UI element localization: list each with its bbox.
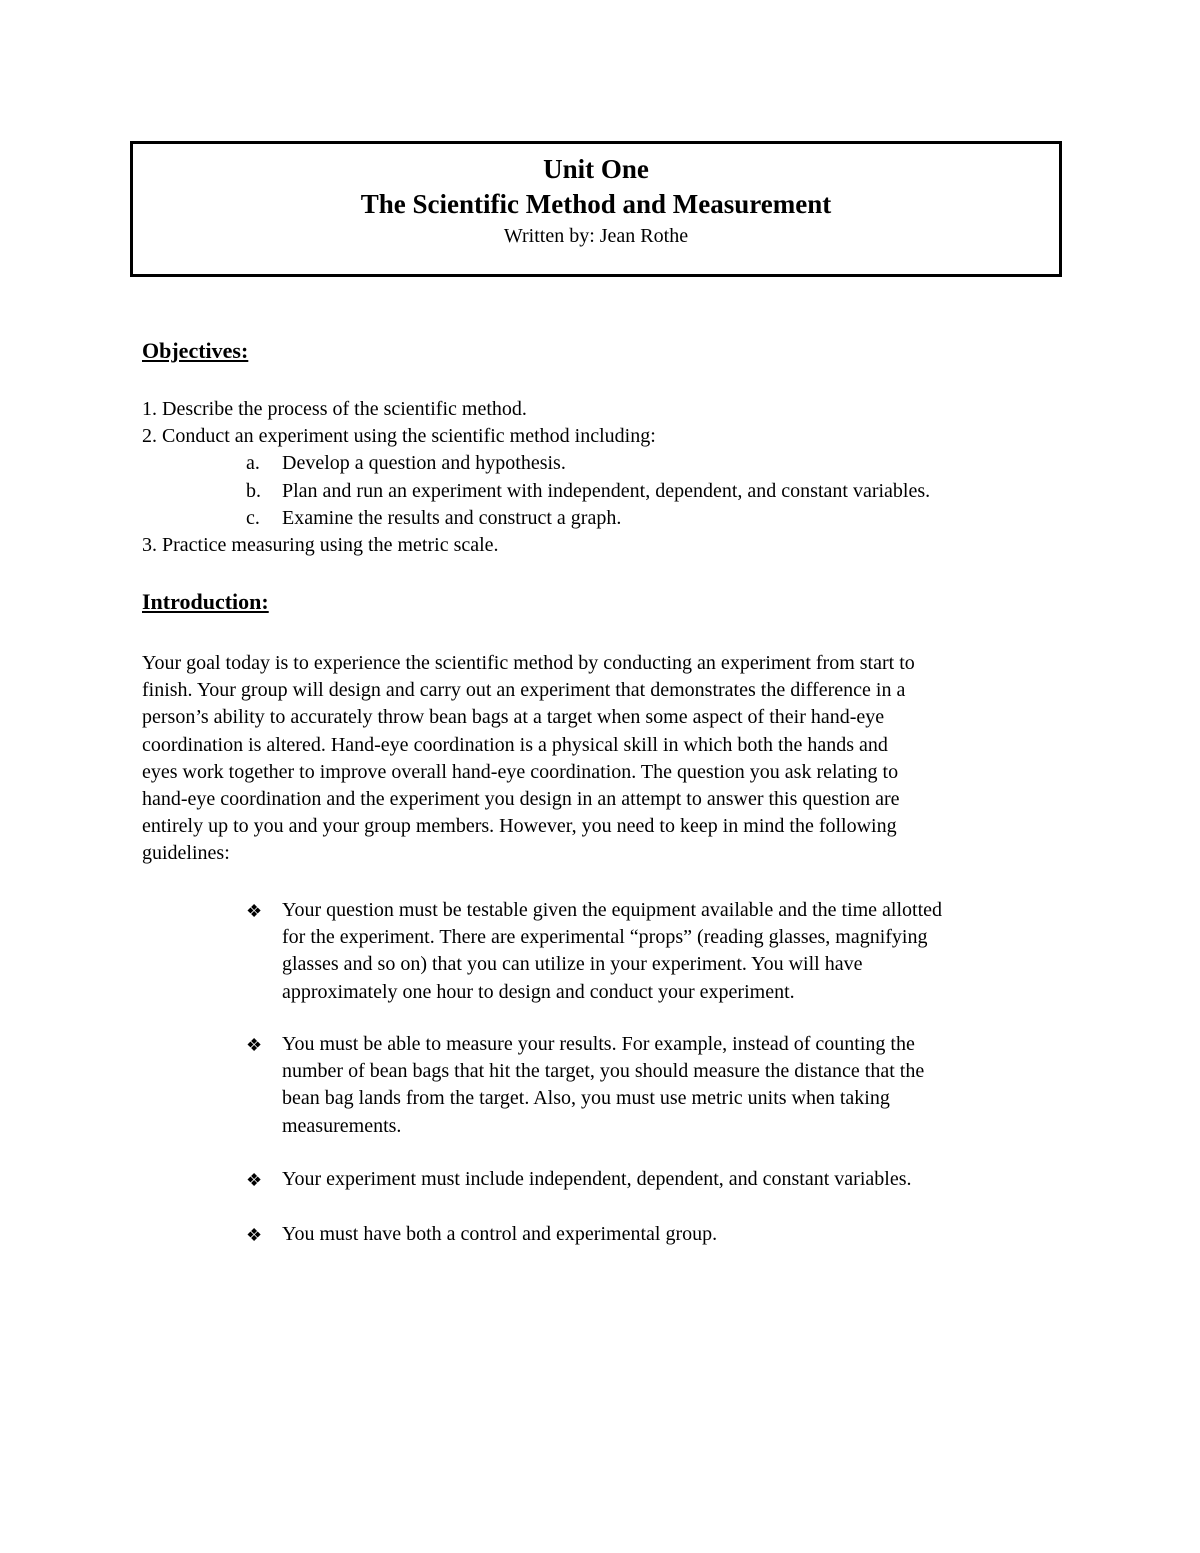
diamond-bullet-icon: ❖ [246, 1035, 263, 1055]
guideline-item-1 [282, 897, 942, 1006]
guideline-line: measurements. [282, 1114, 402, 1137]
intro-line: entirely up to you and your group members. However, you need to keep in mind the following [142, 815, 897, 838]
guideline-line: You must be able to measure your results. For example, instead of counting the [282, 1033, 915, 1055]
objective-item-1: 1. Describe the process of the scientific method. [142, 398, 527, 420]
sub-item-letter-a: a. [246, 452, 260, 474]
sub-item-text-c: Examine the results and construct a graph. [282, 507, 622, 529]
intro-line: person’s ability to accurately throw bean bags at a target when some aspect of their hand-eye [142, 706, 885, 729]
diamond-bullet-icon: ❖ [246, 901, 263, 921]
intro-line: coordination is altered. Hand-eye coordination is a physical skill in which both the hands and [142, 733, 888, 756]
guideline-line: bean bag lands from the target. Also, you must use metric units when taking [282, 1087, 890, 1110]
introduction-heading: Introduction: [142, 589, 269, 614]
guideline-line: glasses and so on) that you can utilize in your experiment. You will have [282, 953, 863, 976]
sub-item-text-b: Plan and run an experiment with independent, dependent, and constant variables. [282, 480, 931, 502]
guideline-item-3 [282, 1166, 911, 1193]
objective-item-3: 3. Practice measuring using the metric scale. [142, 534, 499, 556]
objective-item-2: 2. Conduct an experiment using the scientific method including: [142, 425, 656, 447]
sub-item-letter-c: c. [246, 507, 260, 529]
intro-line: guidelines: [142, 842, 230, 865]
intro-line: finish. Your group will design and carry out an experiment that demonstrates the difference in a [142, 679, 906, 702]
guideline-item-4 [282, 1221, 717, 1248]
introduction-paragraph [142, 650, 915, 868]
author-line: Written by: Jean Rothe [503, 225, 689, 247]
guideline-line: Your experiment must include independent, dependent, and constant variables. [282, 1168, 912, 1190]
objectives-heading: Objectives: [142, 338, 249, 363]
guideline-line: approximately one hour to design and conduct your experiment. [282, 980, 795, 1003]
guideline-line: for the experiment. There are experimental “props” (reading glasses, magnifying [282, 926, 928, 949]
sub-item-text-a: Develop a question and hypothesis. [282, 452, 566, 474]
sub-item-letter-b: b. [246, 480, 261, 502]
guideline-line: Your question must be testable given the equipment available and the time allotted [282, 899, 943, 921]
intro-line: Your goal today is to experience the scientific method by conducting an experiment from start to [142, 652, 915, 674]
intro-line: eyes work together to improve overall hand-eye coordination. The question you ask relating to [142, 760, 899, 783]
guideline-line: You must have both a control and experimental group. [282, 1223, 718, 1245]
unit-label: Unit One [543, 154, 649, 184]
diamond-bullet-icon: ❖ [246, 1170, 263, 1190]
guideline-item-2 [282, 1031, 924, 1140]
intro-line: hand-eye coordination and the experiment you design in an attempt to answer this question are [142, 788, 900, 811]
diamond-bullet-icon: ❖ [246, 1225, 263, 1245]
document-title: The Scientific Method and Measurement [360, 189, 832, 219]
guideline-line: number of bean bags that hit the target, you should measure the distance that the [282, 1060, 925, 1083]
title-box [130, 141, 1062, 277]
